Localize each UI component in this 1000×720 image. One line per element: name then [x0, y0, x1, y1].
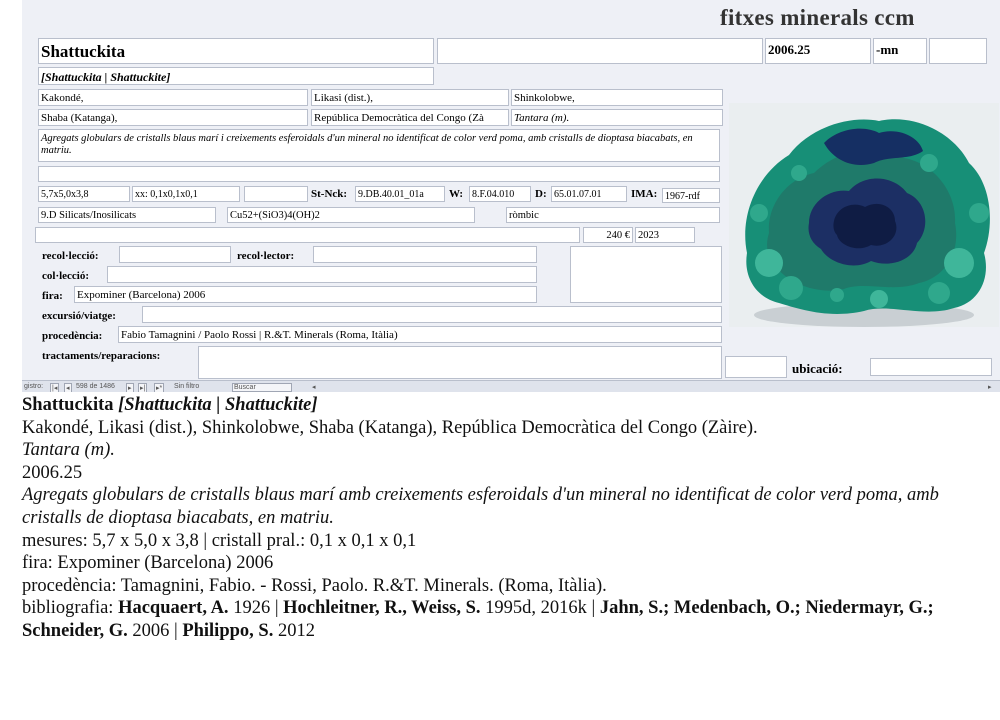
location-code-field[interactable] — [725, 356, 787, 378]
procedencia-field[interactable]: Fabio Tamagnini / Paolo Rossi | R.&T. Minerals (Roma, Itàlia) — [118, 326, 722, 343]
prev-record-button[interactable]: ◂ — [66, 385, 70, 392]
size-field[interactable]: 5,7x5,0x3,8 — [38, 186, 130, 202]
mineral-record-form — [22, 0, 1000, 392]
locality-district-field[interactable]: Likasi (dist.), — [311, 89, 509, 106]
summary-description: Agregats globulars de cristalls blaus marí amb creixements esferoidals d'un mineral no identificat de color verd poma, amb cristalls de dioptasa biacabats, en matriu. — [22, 485, 939, 528]
ref-year: 2012 — [277, 620, 315, 641]
ref-author: Jahn, S.; Medenbach, O.; Niedermayr, G.; Schneider, G. — [22, 598, 934, 641]
d-field[interactable]: 65.01.07.01 — [551, 186, 627, 202]
record-summary — [22, 394, 982, 643]
record-label: gistro: — [24, 383, 44, 390]
ref-author: Hochleitner, R., Weiss, S. — [283, 598, 481, 619]
ref-year: 1995d, 2016k — [485, 598, 587, 619]
d-label: D: — [535, 188, 547, 200]
ima-field[interactable]: 1967-rdf — [662, 188, 720, 203]
colleccio-label: col·lecció: — [42, 270, 90, 282]
ref-year: 2006 — [132, 620, 170, 641]
name-field[interactable]: Shattuckita — [38, 38, 434, 64]
app-brand: fitxes minerals ccm — [720, 5, 915, 30]
excursio-field[interactable] — [142, 306, 722, 323]
summary-locality: Kakondé, Likasi (dist.), Shinkolobwe, Shaba (Katanga), República Democràtica del Congo (Zàire). — [22, 417, 758, 438]
w-label: W: — [449, 188, 464, 200]
summary-locality-note: Tantara (m). — [22, 440, 115, 461]
summary-procedencia: procedència: Tamagnini, Fabio. - Rossi, Paolo. R.&T. Minerals. (Roma, Itàlia). — [22, 575, 607, 596]
record-number-field[interactable]: 2006.25 — [765, 38, 871, 64]
blank-field-long[interactable] — [35, 227, 580, 243]
ref-author: Philippo, S. — [182, 620, 274, 641]
description-field[interactable]: Agregats globulars de cristalls blaus marí i creixements esferoidals d'un mineral no identificat de color verd poma, amb cristalls de dioptasa biacabats, en matriu. — [38, 129, 720, 162]
locality-note-field[interactable]: Tantara (m). — [511, 109, 723, 126]
summary-synonyms: [Shattuckita | Shattuckite] — [118, 395, 318, 415]
ref-separator: | — [270, 598, 284, 619]
summary-title — [22, 394, 982, 417]
locality-country-field[interactable]: República Democràtica del Congo (Zà — [311, 109, 509, 126]
blank-field-measure[interactable] — [244, 186, 308, 202]
w-field[interactable]: 8.F.04.010 — [469, 186, 531, 202]
synonyms-field[interactable]: [Shattuckita | Shattuckite] — [38, 67, 434, 85]
tractaments-label: tractaments/reparacions: — [42, 350, 161, 362]
ubicacio-field[interactable] — [870, 358, 992, 376]
locality-mine-field[interactable]: Shinkolobwe, — [511, 89, 723, 106]
recollector-label: recol·lector: — [237, 250, 295, 262]
mineral-photo-icon — [729, 103, 999, 327]
scroll-right-button[interactable]: ▸ — [988, 384, 992, 391]
record-suffix-field[interactable]: -mn — [873, 38, 927, 64]
blank-field-top[interactable] — [437, 38, 763, 64]
formula-field[interactable]: Cu52+(SiO3)4(OH)2 — [227, 207, 475, 223]
class-field[interactable]: 9.D Silicats/Inosilicats — [38, 207, 216, 223]
summary-bibliografia — [22, 597, 982, 642]
crystal-size-field[interactable]: xx: 0,1x0,1x0,1 — [132, 186, 240, 202]
excursio-label: excursió/viatge: — [42, 310, 116, 322]
last-record-button[interactable]: ▸| — [140, 385, 146, 392]
strunz-label: St-Nck: — [311, 188, 348, 200]
ref-author: Hacquaert, A. — [118, 598, 229, 619]
year-field[interactable]: 2023 — [635, 227, 695, 243]
summary-fira: fira: Expominer (Barcelona) 2006 — [22, 553, 274, 574]
bibliografia-label: bibliografia: — [22, 598, 114, 619]
blank-field-corner[interactable] — [929, 38, 987, 64]
crystal-system-field[interactable]: ròmbic — [506, 207, 720, 223]
ref-year: 1926 — [233, 598, 271, 619]
ref-separator: | — [169, 620, 183, 641]
fira-label: fira: — [42, 290, 63, 302]
ubicacio-label: ubicació: — [792, 361, 843, 376]
locality-province-field[interactable]: Shaba (Katanga), — [38, 109, 308, 126]
ima-label: IMA: — [631, 188, 658, 200]
notes-field[interactable] — [570, 246, 722, 303]
price-field[interactable]: 240 € — [583, 227, 633, 243]
mineral-photo[interactable] — [729, 103, 999, 327]
summary-number: 2006.25 — [22, 462, 83, 483]
scroll-left-button[interactable]: ◂ — [312, 384, 316, 391]
record-position[interactable]: 598 de 1486 — [76, 383, 115, 390]
strunz-field[interactable]: 9.DB.40.01_01a — [355, 186, 445, 202]
locality-place-field[interactable]: Kakondé, — [38, 89, 308, 106]
recolleccio-label: recol·lecció: — [42, 250, 99, 262]
blank-field-mid[interactable] — [38, 166, 720, 182]
filter-indicator[interactable]: Sin filtro — [174, 383, 200, 390]
search-box[interactable]: Buscar — [232, 383, 292, 392]
recolleccio-field[interactable] — [119, 246, 231, 263]
procedencia-label: procedència: — [42, 330, 103, 342]
fira-field[interactable]: Expominer (Barcelona) 2006 — [74, 286, 537, 303]
colleccio-field[interactable] — [107, 266, 537, 283]
tractaments-field[interactable] — [198, 346, 722, 379]
summary-name: Shattuckita — [22, 395, 114, 415]
recollector-field[interactable] — [313, 246, 537, 263]
ref-separator: | — [586, 598, 600, 619]
summary-mesures: mesures: 5,7 x 5,0 x 3,8 | cristall pral.: 0,1 x 0,1 x 0,1 — [22, 530, 417, 551]
record-navigation-bar — [22, 380, 1000, 392]
next-record-button[interactable]: ▸ — [128, 385, 132, 392]
new-record-button[interactable]: ▸* — [156, 385, 163, 392]
first-record-button[interactable]: |◂ — [52, 385, 58, 392]
